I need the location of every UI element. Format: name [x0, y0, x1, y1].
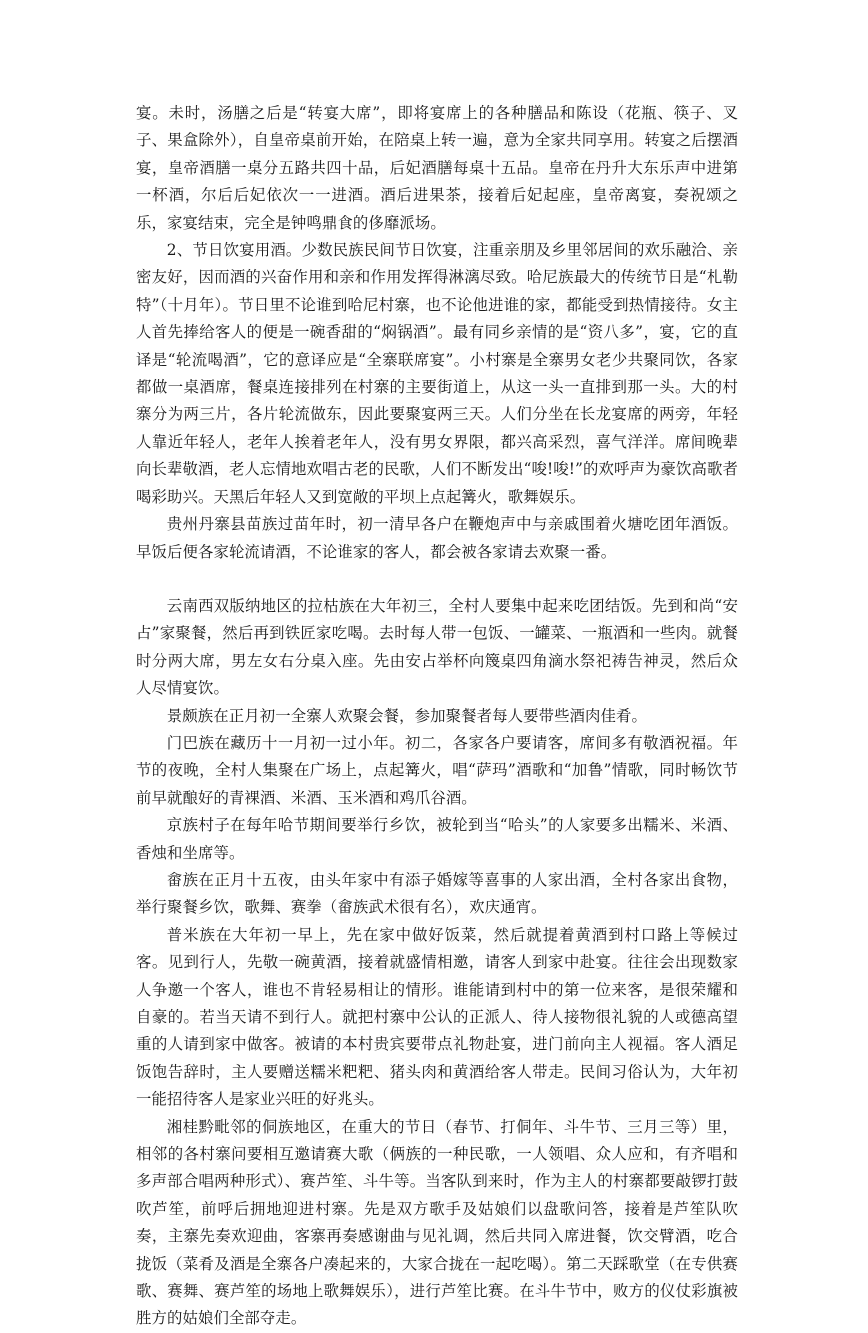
paragraph-miao-new-year: 贵州丹寨县苗族过苗年时，初一清早各户在鞭炮声中与亲戚围着火塘吃团年酒饭。早饭后便各家轮流请酒，不论谁家的客人，都会被各家请去欢聚一番。	[136, 515, 738, 561]
paragraph-pumi-new-year: 普米族在大年初一早上，先在家中做好饭菜，然后就提着黄酒到村口路上等候过客。见到行人，先敬一碗黄酒，接着就盛情相邀，请客人到家中赴宴。往往会出现数家人争邀一个客人，谁也不肯轻易相让的情形。谁能请到村中的第一位来客，是很荣耀和自豪的。若当天请不到行人。就把村寨中公认的正派人、待人接物很礼貌的人或德高望重的人请到家中做客。被请的本村贵宾要带点礼物赴宴，进门前向主人视福。客人酒足饭饱告辞时，主人要赠送糯米粑粑、猪头肉和黄酒给客人带走。民间习俗认为，大年初一能招待客人是家业兴旺的好兆头。	[136, 925, 738, 1109]
paragraph-jing-ha-festival: 京族村子在每年哈节期间要举行乡饮，被轮到当“哈头”的人家要多出糯米、米酒、香烛和坐席等。	[136, 816, 738, 862]
paragraph-jingpo-feast: 景颇族在正月初一全寨人欢聚会餐，参加聚餐者每人要带些酒肉佳肴。	[166, 706, 648, 725]
paragraph-lahu-unity-meal: 云南西双版纳地区的拉枯族在大年初三，全村人要集中起来吃团结饭。先到和尚“安占”家聚餐，然后再到铁匠家吃喝。去时每人带一包饭、一罐菜、一瓶酒和一些肉。就餐时分两大席，男左女右分桌入座。先由安占举杯向篾桌四角滴水祭祀祷告神灵，然后众人尽情宴饮。	[136, 596, 738, 698]
paragraph-dong-festivals: 湘桂黔毗邻的侗族地区，在重大的节日（春节、打侗年、斗牛节、三月三等）里，相邻的各村寨问要相互邀请赛大歌（俩族的一种民歌，一人领唱、众人应和，有齐唱和多声部合唱两种形式）、赛芦笙、斗牛等。当客队到来时，作为主人的村寨都要敲锣打鼓吹芦笙，前呼后拥地迎进村寨。先是双方歌手及姑娘们以盘歌问答，接着是芦笙队吹奏，主寨先奏欢迎曲，客寨再奏感谢曲与见礼调，然后共同入席进餐，饮交臂酒，吃合拢饭（菜肴及酒是全寨各户凑起来的，大家合拢在一起吃喝）。第二天踩歌堂（在专供赛歌、赛舞、赛芦笙的场地上歌舞娱乐），进行芦笙比赛。在斗牛节中，败方的仪仗彩旗被胜方的姑娘们全部夺走。	[136, 1117, 738, 1328]
paragraph-festival-banquet-wine: 2、节日饮宴用酒。少数民族民间节日饮宴，注重亲朋及乡里邻居间的欢乐融洽、亲密友好，因而酒的兴奋作用和亲和作用发挥得淋漓尽致。哈尼族最大的传统节日是“札勒特”（十月年）。节日里不论谁到哈尼村寨，也不论他进谁的家，都能受到热情接待。女主人首先捧给客人的便是一碗香甜的“焖锅酒”。最有同乡亲情的是“资八多”，宴，它的直译是“轮流喝酒”，它的意译应是“全寨联席宴”。小村寨是全寨男女老少共聚同饮，各家都做一桌酒席，餐桌连接排列在村寨的主要街道上，从这一头一直排到那一头。大的村寨分为两三片，各片轮流做东，因此要聚宴两三天。人们分坐在长龙宴席的两旁，年轻人靠近年轻人，老年人挨着老年人，没有男女界限，都兴高采烈，喜气洋洋。席间晚辈向长辈敬酒，老人忘情地欢唱古老的民歌，人们不断发出“唆!唆!”的欢呼声为豪饮高歌者喝彩助兴。天黑后年轻人又到宽敞的平坝上点起篝火，歌舞娱乐。	[136, 241, 738, 506]
document-page	[136, 100, 738, 1333]
paragraph-imperial-banquet-end: 宴。未时，汤膳之后是“转宴大席”，即将宴席上的各种膳品和陈设（花瓶、筷子、叉子、果盒除外），自皇帝桌前开始，在陪桌上转一遍，意为全家共同享用。转宴之后摆酒宴，皇帝酒膳一桌分五路共四十品，后妃酒膳每桌十五品。皇帝在丹升大东乐声中进第一杯酒，尔后后妃依次一一进酒。酒后进果茶，接着后妃起座，皇帝离宴，奏祝颂之乐，家宴结束，完全是钟鸣鼎食的侈靡派场。	[136, 104, 738, 232]
paragraph-monba-small-year: 门巴族在藏历十一月初一过小年。初二，各家各户要请客，席间多有敬酒祝福。年节的夜晚，全村人集聚在广场上，点起篝火，唱“萨玛”酒歌和“加鲁”情歌，同时畅饮节前早就酿好的青裸酒、米酒、玉米酒和鸡爪谷酒。	[136, 733, 738, 807]
paragraph-she-lantern-night: 畲族在正月十五夜，由头年家中有添子婚嫁等喜事的人家出酒，全村各家出食物，举行聚餐乡饮，歌舞、赛拳（畲族武术很有名），欢庆通宵。	[136, 870, 738, 917]
